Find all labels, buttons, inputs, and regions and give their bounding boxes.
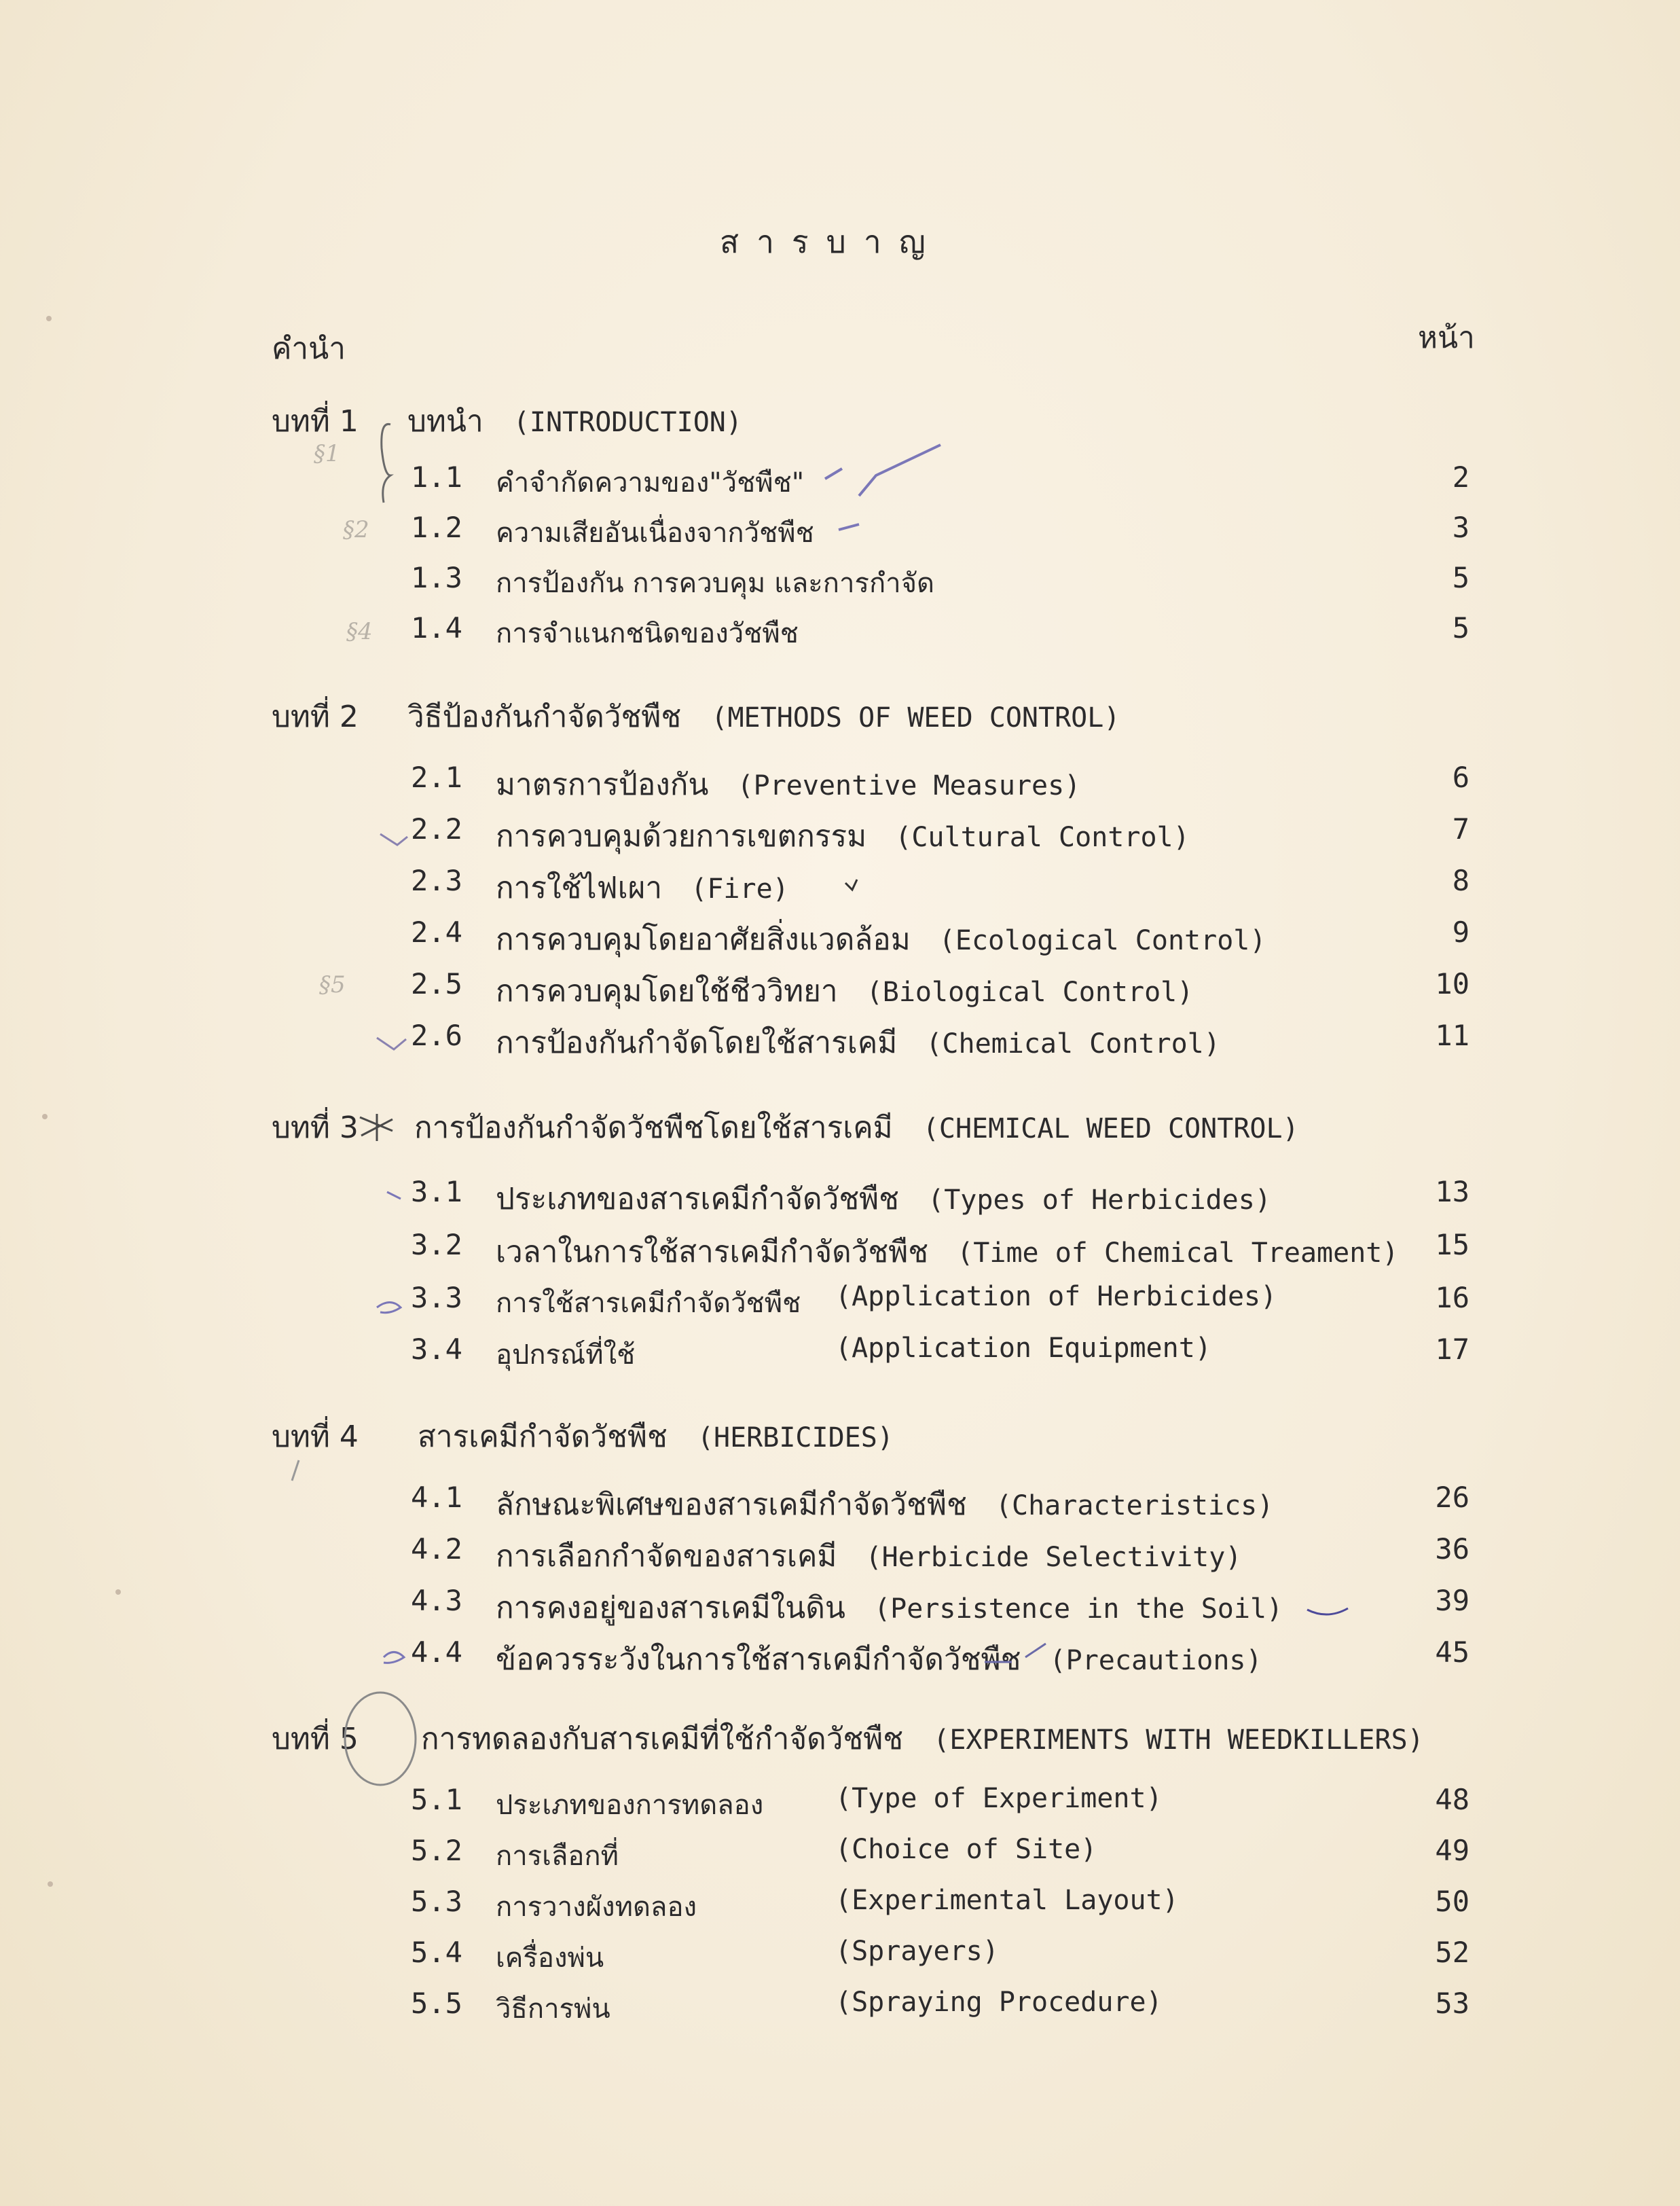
chapter-title-en: (METHODS OF WEED CONTROL) — [711, 702, 1120, 734]
section-title-en: (Chemical Control) — [926, 1028, 1220, 1060]
section-title: การป้องกัน การควบคุม และการกำจัด — [496, 568, 935, 599]
page-number: 45 — [1435, 1635, 1469, 1669]
chapter-title-en: (HERBICIDES) — [697, 1422, 894, 1453]
page-number: 52 — [1435, 1936, 1469, 1969]
page-number: 17 — [1435, 1333, 1469, 1366]
section-title-th: การป้องกันกำจัดโดยใช้สารเคมี — [496, 1026, 898, 1060]
section-title-th: การใช้สารเคมีกำจัดวัชพืช — [496, 1288, 801, 1319]
section-title-th: การควบคุมโดยใช้ชีววิทยา — [496, 974, 838, 1009]
section-title-en: (Time of Chemical Treament) — [957, 1237, 1399, 1269]
pencil-note: §1 — [314, 440, 340, 467]
section-number: 5.3 — [411, 1885, 462, 1918]
page-number: 13 — [1435, 1175, 1469, 1208]
page-number: 9 — [1452, 916, 1469, 949]
page-number: 53 — [1435, 1987, 1469, 2020]
section-title-en: (Ecological Control) — [938, 925, 1266, 956]
chapter-label: บทที่ 2 — [272, 700, 359, 734]
pencil-note: §2 — [343, 516, 369, 543]
section-number: 3.2 — [411, 1228, 462, 1261]
section-number: 3.4 — [411, 1333, 462, 1366]
chapter-label: บทที่ 3 — [272, 1110, 359, 1145]
section-title-th: การเลือกที่ — [496, 1841, 619, 1872]
preface-label: คำนำ — [272, 331, 346, 366]
section-title-en: (Characteristics) — [995, 1490, 1274, 1521]
chapter-title-th: วิธีป้องกันกำจัดวัชพืช — [407, 700, 682, 734]
section-title-en: (Persistence in the Soil) — [874, 1593, 1283, 1625]
circle-mark-icon — [345, 1693, 416, 1785]
section-title: ความเสียอันเนื่องจากวัชพืช — [496, 518, 814, 549]
tick-icon — [380, 834, 407, 845]
section-number: 5.2 — [411, 1834, 462, 1867]
section-title-th: เครื่องพ่น — [496, 1942, 604, 1974]
section-number: 4.4 — [411, 1635, 462, 1669]
section-title-th: การคงอยู่ของสารเคมีในดิน — [496, 1591, 845, 1625]
section-title-en: (Application of Herbicides) — [835, 1281, 1277, 1312]
paper-spot — [48, 1881, 53, 1887]
section-title-th: มาตรการป้องกัน — [496, 767, 709, 802]
section-number: 2.1 — [411, 761, 462, 794]
section-title-th: การเลือกกำจัดของสารเคมี — [496, 1539, 837, 1574]
paper-spot — [46, 316, 52, 321]
section-title-en: (Application Equipment) — [835, 1333, 1211, 1364]
section-title-th: เวลาในการใช้สารเคมีกำจัดวัชพืช — [496, 1235, 929, 1269]
scribble-icon — [377, 1303, 401, 1313]
page-number: 36 — [1435, 1532, 1469, 1566]
section-title-th: การใช้ไฟเผา — [496, 871, 663, 905]
page-number: 11 — [1435, 1019, 1469, 1052]
section-title-en: (Spraying Procedure) — [835, 1987, 1163, 2018]
section-number: 1.2 — [411, 511, 462, 544]
page-number: 48 — [1435, 1783, 1469, 1816]
underline-mark-icon — [1307, 1608, 1348, 1614]
section-number: 2.2 — [411, 812, 462, 846]
section-number: 2.5 — [411, 967, 462, 1000]
section-title-en: (Choice of Site) — [835, 1834, 1097, 1865]
check-mark-icon — [825, 445, 941, 496]
page-number: 8 — [1452, 864, 1469, 897]
section-number: 5.5 — [411, 1987, 462, 2020]
page-column-label: หน้า — [1418, 321, 1475, 355]
page-number: 2 — [1452, 460, 1469, 494]
bracket-icon — [382, 424, 390, 503]
page-number: 5 — [1452, 561, 1469, 594]
strike-mark-icon — [985, 1644, 1046, 1662]
chapter-title-th: สารเคมีกำจัดวัชพืช — [418, 1420, 668, 1454]
paper-spot — [115, 1589, 121, 1595]
section-title-en: (Cultural Control) — [895, 822, 1190, 853]
section-number: 2.3 — [411, 864, 462, 897]
page-number: 10 — [1435, 967, 1469, 1000]
chapter-label: บทที่ 1 — [272, 404, 359, 439]
section-number: 1.3 — [411, 561, 462, 594]
page-number: 49 — [1435, 1834, 1469, 1867]
section-title-en: (Fire) — [691, 873, 789, 905]
section-number: 1.1 — [411, 460, 462, 494]
page-number: 5 — [1452, 611, 1469, 645]
pencil-stroke-icon — [292, 1460, 299, 1481]
page-title: สารบาญ — [720, 223, 943, 260]
section-title-en: (Type of Experiment) — [835, 1783, 1163, 1814]
section-title-en: (Herbicide Selectivity) — [865, 1542, 1242, 1573]
section-number: 5.4 — [411, 1936, 462, 1969]
chapter-title-th: การป้องกันกำจัดวัชพืชโดยใช้สารเคมี — [414, 1110, 893, 1145]
section-title: การจำแนกชนิดของวัชพืช — [496, 618, 799, 649]
dash-mark-icon — [387, 1192, 401, 1199]
section-number: 3.3 — [411, 1281, 462, 1314]
page-number: 3 — [1452, 511, 1469, 544]
section-number: 2.6 — [411, 1019, 462, 1052]
chapter-title-en: (CHEMICAL WEED CONTROL) — [922, 1113, 1299, 1144]
section-title-en: (Experimental Layout) — [835, 1885, 1179, 1916]
page-number: 26 — [1435, 1481, 1469, 1514]
page-number: 7 — [1452, 812, 1469, 846]
scribble-icon — [384, 1652, 404, 1663]
section-number: 1.4 — [411, 611, 462, 645]
dash-mark-icon — [839, 524, 859, 530]
section-title-th: การควบคุมโดยอาศัยสิ่งแวดล้อม — [496, 922, 911, 957]
section-title-en: (Types of Herbicides) — [928, 1185, 1271, 1216]
page-number: 15 — [1435, 1228, 1469, 1261]
section-title-en: (Biological Control) — [866, 977, 1194, 1008]
section-title-th: วิธีการพ่น — [496, 1993, 610, 2025]
tick-icon — [845, 880, 857, 890]
section-number: 3.1 — [411, 1175, 462, 1208]
section-title-en: (Precautions) — [1049, 1645, 1262, 1676]
section-number: 4.1 — [411, 1481, 462, 1514]
page-number: 50 — [1435, 1885, 1469, 1918]
section-title-th: ข้อควรระวังในการใช้สารเคมีกำจัดวัชพืช — [496, 1642, 1021, 1677]
page-number: 6 — [1452, 761, 1469, 794]
section-title-th: การควบคุมด้วยการเขตกรรม — [496, 819, 867, 854]
chapter-title-en: (EXPERIMENTS WITH WEEDKILLERS) — [933, 1724, 1424, 1756]
chapter-title-th: การทดลองกับสารเคมีที่ใช้กำจัดวัชพืช — [421, 1722, 904, 1756]
chapter-label: บทที่ 5 — [272, 1722, 359, 1756]
chapter-title-en: (INTRODUCTION) — [513, 407, 742, 438]
section-number: 4.2 — [411, 1532, 462, 1566]
section-number: 5.1 — [411, 1783, 462, 1816]
chapter-label: บทที่ 4 — [272, 1420, 359, 1454]
section-title-th: อุปกรณ์ที่ใช้ — [496, 1339, 636, 1371]
chapter-title-th: บทนำ — [407, 404, 483, 439]
section-title-en: (Sprayers) — [835, 1936, 999, 1967]
paper-spot — [42, 1114, 48, 1119]
pencil-note: §5 — [319, 971, 346, 998]
pencil-note: §4 — [346, 618, 373, 645]
section-title-th: ประเภทของการทดลอง — [496, 1790, 764, 1821]
section-title-th: ลักษณะพิเศษของสารเคมีกำจัดวัชพืช — [496, 1487, 967, 1522]
tick-icon — [377, 1038, 406, 1049]
section-number: 2.4 — [411, 916, 462, 949]
section-title-th: การวางผังทดลอง — [496, 1892, 697, 1923]
section-title: คำจำกัดความของ"วัชพืช" — [496, 467, 805, 499]
section-number: 4.3 — [411, 1584, 462, 1617]
page-number: 16 — [1435, 1281, 1469, 1314]
section-title-en: (Preventive Measures) — [737, 770, 1081, 801]
asterisk-icon — [360, 1114, 392, 1141]
section-title-th: ประเภทของสารเคมีกำจัดวัชพืช — [496, 1182, 900, 1216]
page-number: 39 — [1435, 1584, 1469, 1617]
